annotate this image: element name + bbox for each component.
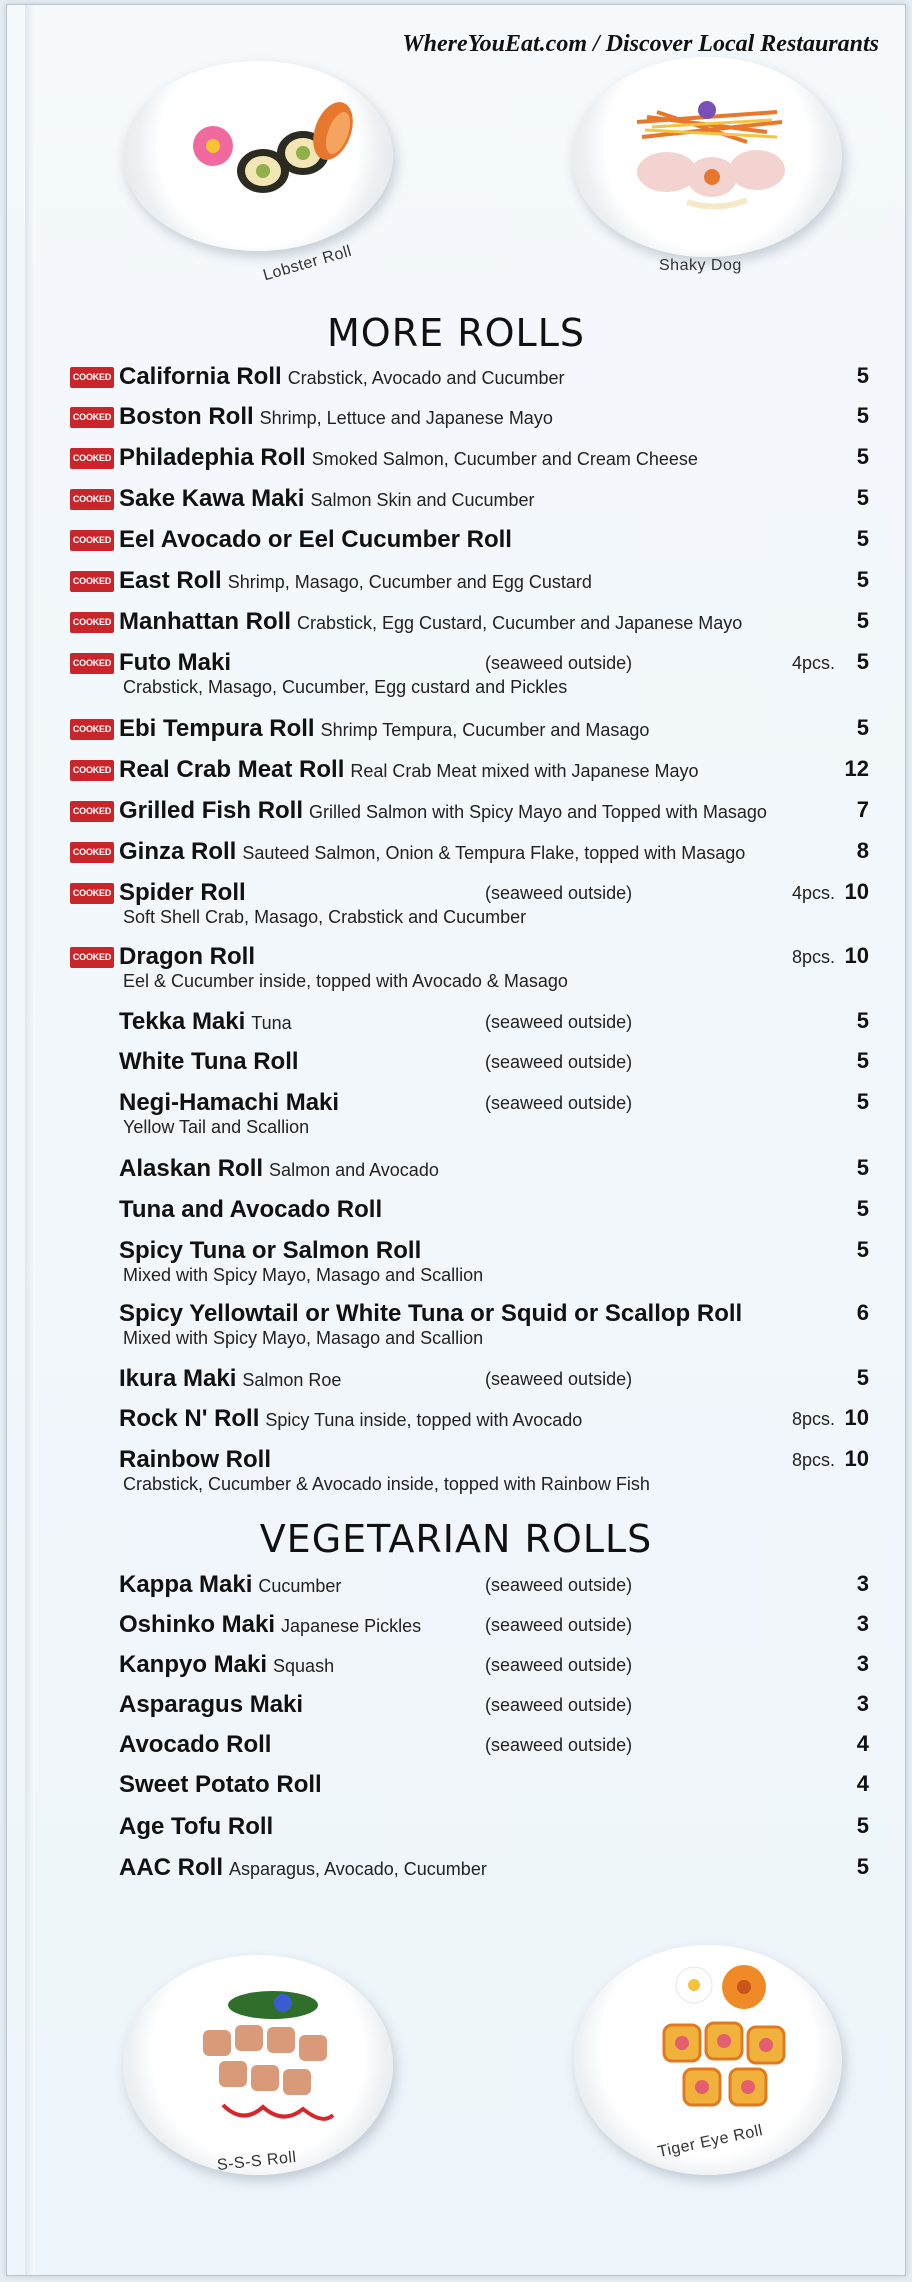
menu-item [7, 565, 905, 599]
menu-item [7, 941, 905, 997]
piece-count: 4pcs. [791, 653, 835, 673]
menu-item-price: 5 [856, 1155, 869, 1180]
menu-item-subtext: Crabstick, Cucumber & Avocado inside, topped with Rainbow Fish [123, 1474, 650, 1494]
piece-count: 8pcs. [791, 1409, 835, 1429]
cooked-badge: COOKED [70, 719, 114, 740]
menu-item-title: Kappa Maki [119, 1571, 253, 1598]
menu-item [7, 1363, 905, 1397]
menu-item-name [119, 567, 592, 595]
menu-item-title: Tuna and Avocado Roll [119, 1196, 383, 1223]
menu-item-subtext: Mixed with Spicy Mayo, Masago and Scallion [123, 1328, 484, 1348]
menu-item [7, 1769, 905, 1803]
cooked-badge: COOKED [70, 407, 114, 428]
seaweed-note: (seaweed outside) [485, 1052, 633, 1072]
menu-item-price: 5 [856, 1196, 869, 1221]
menu-item [7, 361, 905, 395]
seaweed-note: (seaweed outside) [485, 1735, 633, 1755]
menu-item-price: 5 [856, 1089, 869, 1114]
menu-item-title: Rock N' Roll [119, 1405, 260, 1432]
menu-item-price: 6 [856, 1300, 869, 1325]
menu-item [7, 524, 905, 558]
menu-item [7, 1852, 905, 1886]
menu-item-price: 3 [856, 1651, 869, 1676]
menu-item-title: Ebi Tempura Roll [119, 715, 315, 742]
menu-item-price: 5 [856, 1237, 869, 1262]
menu-item-title: Real Crab Meat Roll [119, 756, 345, 783]
cooked-badge: COOKED [70, 801, 114, 822]
menu-item [7, 1298, 905, 1354]
menu-item-price: 5 [856, 567, 869, 592]
menu-item-description: Real Crab Meat mixed with Japanese Mayo [350, 761, 699, 781]
menu-item-name [119, 363, 565, 391]
menu-item [7, 1689, 905, 1723]
menu-item-price: 5 [856, 485, 869, 510]
menu-item-name [119, 608, 742, 636]
lobster-roll-illustration [123, 61, 393, 251]
more-rolls-title: MORE ROLLS [327, 311, 585, 355]
seaweed-note: (seaweed outside) [485, 1655, 633, 1675]
menu-item [7, 1811, 905, 1845]
menu-item [7, 1194, 905, 1228]
menu-item-name [119, 1405, 582, 1433]
menu-item-title: Boston Roll [119, 403, 254, 430]
menu-item [7, 483, 905, 517]
menu-item-name [119, 1089, 339, 1117]
menu-item [7, 1729, 905, 1763]
menu-item-name [119, 1854, 487, 1882]
menu-item-price: 10 [844, 879, 869, 904]
menu-item [7, 1444, 905, 1500]
menu-item [7, 442, 905, 476]
sss-roll-caption: S-S-S Roll [216, 2148, 298, 2175]
menu-item-description: Crabstick, Avocado and Cucumber [287, 368, 565, 388]
seaweed-note: (seaweed outside) [485, 883, 633, 903]
menu-item-price: 5 [856, 715, 869, 740]
cooked-badge: COOKED [70, 760, 114, 781]
menu-item-name [119, 485, 535, 513]
menu-item-title: Oshinko Maki [119, 1611, 276, 1638]
menu-item-price: 5 [856, 649, 869, 674]
menu-item-name [119, 1300, 742, 1328]
menu-item [7, 713, 905, 747]
menu-item-title: Sweet Potato Roll [119, 1771, 322, 1798]
menu-item-name [119, 1813, 273, 1841]
cooked-badge: COOKED [70, 367, 114, 388]
menu-item [7, 836, 905, 870]
menu-item-subtext: Crabstick, Masago, Cucumber, Egg custard and Pickles [123, 677, 568, 697]
menu-item-description: Salmon and Avocado [269, 1160, 439, 1180]
menu-item-price: 8 [856, 838, 869, 863]
seaweed-note: (seaweed outside) [485, 653, 633, 673]
menu-item-description: Squash [273, 1656, 335, 1676]
menu-item-title: Grilled Fish Roll [119, 797, 304, 824]
shaky-dog-illustration [572, 57, 842, 257]
shaky-dog-caption: Shaky Dog [659, 257, 742, 274]
menu-item-name [119, 1731, 271, 1759]
piece-count: 4pcs. [791, 883, 835, 903]
menu-item-name [119, 1446, 271, 1474]
menu-item [7, 1235, 905, 1291]
menu-item-description: Shrimp, Lettuce and Japanese Mayo [259, 408, 553, 428]
menu-item-title: Spicy Yellowtail or White Tuna or Squid or Scallop Roll [119, 1300, 743, 1327]
menu-item [7, 1006, 905, 1040]
menu-item-title: AAC Roll [119, 1854, 223, 1881]
menu-item-title: Eel Avocado or Eel Cucumber Roll [119, 526, 512, 553]
menu-item-price: 7 [856, 797, 869, 822]
menu-item-title: Spider Roll [119, 879, 246, 906]
menu-item-name [119, 1771, 322, 1799]
menu-item-title: California Roll [119, 363, 282, 390]
cooked-badge: COOKED [70, 530, 114, 551]
menu-item-price: 10 [844, 1446, 869, 1471]
menu-item [7, 1609, 905, 1643]
menu-item-price: 5 [856, 608, 869, 633]
menu-item-price: 3 [856, 1611, 869, 1636]
menu-item-price: 5 [856, 363, 869, 388]
menu-item-description: Shrimp, Masago, Cucumber and Egg Custard [227, 572, 592, 592]
seaweed-note: (seaweed outside) [485, 1369, 633, 1389]
menu-item-name [119, 838, 745, 866]
menu-item-subtext: Soft Shell Crab, Masago, Crabstick and Cucumber [123, 907, 527, 927]
menu-item-name [119, 943, 255, 971]
menu-item-description: Crabstick, Egg Custard, Cucumber and Japanese Mayo [297, 613, 743, 633]
menu-item [7, 1046, 905, 1080]
menu-item-title: White Tuna Roll [119, 1048, 299, 1075]
cooked-badge: COOKED [70, 612, 114, 633]
menu-item-price: 5 [856, 1365, 869, 1390]
menu-item-price: 5 [856, 526, 869, 551]
menu-item-name [119, 879, 246, 907]
seaweed-note: (seaweed outside) [485, 1695, 633, 1715]
menu-item-name [119, 756, 699, 784]
menu-item-description: Salmon Roe [242, 1370, 342, 1390]
sss-roll-photo [123, 1955, 393, 2175]
menu-item-price: 5 [856, 1048, 869, 1073]
menu-item-name [119, 1571, 341, 1599]
menu-item-title: Alaskan Roll [119, 1155, 264, 1182]
menu-item-title: Tekka Maki [119, 1008, 246, 1035]
menu-item-name [119, 1196, 382, 1224]
menu-item-subtext: Eel & Cucumber inside, topped with Avocado & Masago [123, 971, 568, 991]
menu-item-name [119, 526, 512, 554]
menu-item-name [119, 1008, 292, 1036]
menu-item-title: Futo Maki [119, 649, 231, 676]
menu-item [7, 877, 905, 933]
menu-item-title: Avocado Roll [119, 1731, 272, 1758]
cooked-badge: COOKED [70, 883, 114, 904]
menu-item-price: 5 [856, 1008, 869, 1033]
menu-item-title: Negi-Hamachi Maki [119, 1089, 340, 1116]
menu-item-description: Tuna [251, 1013, 292, 1033]
menu-item-price: 4 [856, 1731, 869, 1756]
menu-item-name [119, 1048, 299, 1076]
seaweed-note: (seaweed outside) [485, 1093, 633, 1113]
menu-item-name [119, 797, 767, 825]
piece-count: 8pcs. [791, 947, 835, 967]
menu-item-price: 5 [856, 1854, 869, 1879]
menu-item-name [119, 1365, 341, 1393]
cooked-badge: COOKED [70, 842, 114, 863]
menu-item-price: 5 [856, 1813, 869, 1838]
menu-item-description: Salmon Skin and Cucumber [310, 490, 535, 510]
lobster-roll-photo [123, 61, 393, 251]
menu-item-price: 12 [844, 756, 869, 781]
menu-item-price: 5 [856, 403, 869, 428]
menu-item-title: East Roll [119, 567, 222, 594]
menu-item [7, 647, 905, 703]
menu-item-title: Age Tofu Roll [119, 1813, 274, 1840]
menu-item-description: Smoked Salmon, Cucumber and Cream Cheese [311, 449, 698, 469]
menu-item [7, 1153, 905, 1187]
menu-item-price: 3 [856, 1691, 869, 1716]
menu-item-name [119, 403, 553, 431]
menu-item-subtext: Mixed with Spicy Mayo, Masago and Scallion [123, 1265, 484, 1285]
menu-item-price: 5 [856, 444, 869, 469]
menu-item [7, 1569, 905, 1603]
menu-item-description: Grilled Salmon with Spicy Mayo and Topped with Masago [309, 802, 767, 822]
site-header: WhereYouEat.com / Discover Local Restaurants [402, 31, 879, 57]
menu-item [7, 1403, 905, 1437]
menu-item-title: Asparagus Maki [119, 1691, 304, 1718]
menu-item-name [119, 1237, 421, 1265]
cooked-badge: COOKED [70, 448, 114, 469]
menu-item-title: Spicy Tuna or Salmon Roll [119, 1237, 422, 1264]
tiger-eye-roll-caption: Tiger Eye Roll [656, 2122, 765, 2161]
menu-item-description: Shrimp Tempura, Cucumber and Masago [320, 720, 650, 740]
menu-item [7, 1649, 905, 1683]
menu-item-price: 3 [856, 1571, 869, 1596]
menu-item-name [119, 444, 698, 472]
vegetarian-rolls-title: VEGETARIAN ROLLS [259, 1517, 653, 1561]
menu-item [7, 1087, 905, 1143]
menu-item-price: 10 [844, 943, 869, 968]
piece-count: 8pcs. [791, 1450, 835, 1470]
menu-item-subtext: Yellow Tail and Scallion [123, 1117, 310, 1137]
menu-item [7, 754, 905, 788]
menu-item-title: Ginza Roll [119, 838, 237, 865]
seaweed-note: (seaweed outside) [485, 1615, 633, 1635]
lobster-roll-caption: Lobster Roll [261, 242, 354, 285]
menu-item-description: Sauteed Salmon, Onion & Tempura Flake, topped with Masago [242, 843, 746, 863]
menu-item-description: Spicy Tuna inside, topped with Avocado [265, 1410, 583, 1430]
menu-item-title: Rainbow Roll [119, 1446, 271, 1473]
menu-item-name [119, 1651, 334, 1679]
cooked-badge: COOKED [70, 947, 114, 968]
menu-item-name [119, 715, 649, 743]
menu-item-name [119, 1155, 439, 1183]
menu-item-title: Manhattan Roll [119, 608, 291, 635]
seaweed-note: (seaweed outside) [485, 1012, 633, 1032]
menu-item-name [119, 1611, 421, 1639]
menu-item-name [119, 1691, 303, 1719]
menu-item-title: Kanpyo Maki [119, 1651, 268, 1678]
menu-item-description: Cucumber [258, 1576, 342, 1596]
sss-roll-illustration [123, 1955, 393, 2175]
seaweed-note: (seaweed outside) [485, 1575, 633, 1595]
menu-item-price: 4 [856, 1771, 869, 1796]
menu-item-description: Japanese Pickles [281, 1616, 422, 1636]
menu-item [7, 606, 905, 640]
menu-item-title: Philadephia Roll [119, 444, 306, 471]
cooked-badge: COOKED [70, 571, 114, 592]
menu-page [6, 4, 906, 2276]
menu-item-description: Asparagus, Avocado, Cucumber [229, 1859, 487, 1879]
menu-item-name [119, 649, 231, 677]
menu-item-title: Dragon Roll [119, 943, 255, 970]
shaky-dog-photo [572, 57, 842, 257]
menu-item-title: Sake Kawa Maki [119, 485, 305, 512]
menu-item [7, 795, 905, 829]
menu-item-title: Ikura Maki [119, 1365, 237, 1392]
menu-item [7, 401, 905, 435]
cooked-badge: COOKED [70, 489, 114, 510]
cooked-badge: COOKED [70, 653, 114, 674]
menu-item-price: 10 [844, 1405, 869, 1430]
